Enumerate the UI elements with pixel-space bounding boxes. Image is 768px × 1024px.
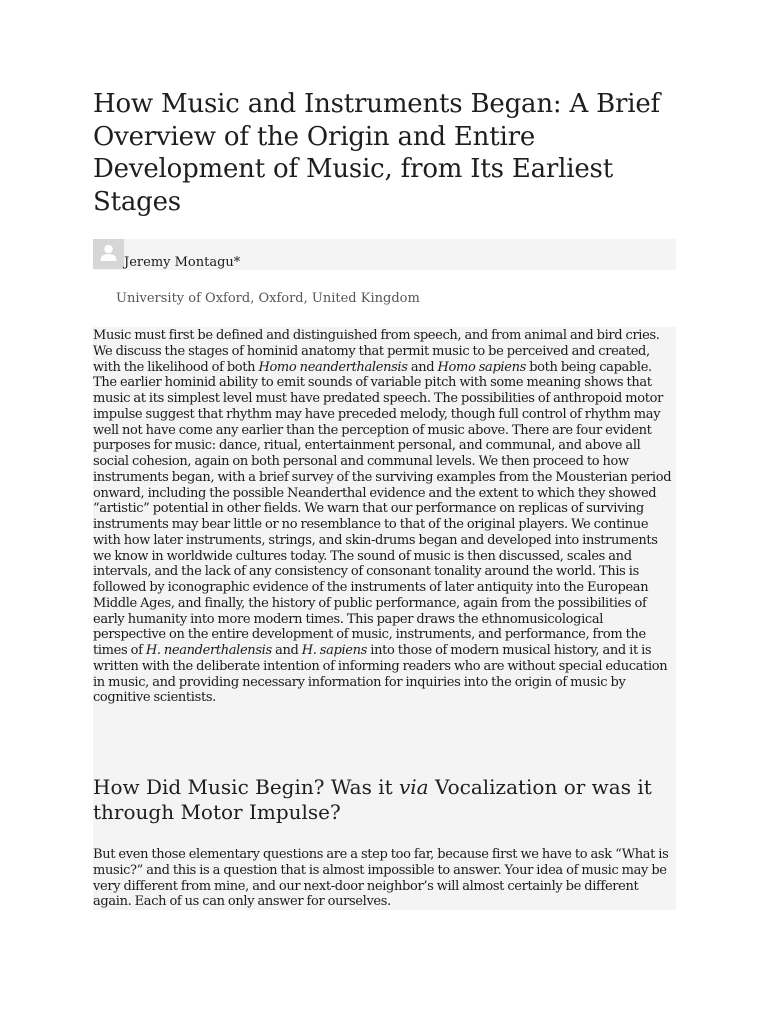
abstract-text: Music must first be defined and distinguished from speech, and from animal and bird cries. We discuss the stages of hominid anatomy that permit music to be perceived and created, with the likelihood of both Homo neanderthalensis and Homo sapiens both being capable. The earlier hominid ability to emit sounds of variable pitch with some meaning shows that music at its simplest level must have predated speech. The possibilities of anthropoid motor impulse suggest that rhythm may have preceded melody, though full control of rhythm may well not have come any earlier than the perception of music above. There are four evident purposes for music: dance, ritual, entertainment personal, and communal, and above all social cohesion, again on both personal and communal levels. We then proceed to how instruments began, with a brief survey of the surviving examples from the Mousterian period onward, including the possible Neanderthal evidence and the extent to which they showed “artistic” potential in other fields. We warn that our performance on replicas of surviving instruments may bear little or no resemblance to that of the original players. We continue with how later instruments, strings, and skin-drums began and developed into instruments we know in worldwide cultures today. The sound of music is then discussed, scales and intervals, and the lack of any consistency of consonant tonality around the world. This is followed by iconographic evidence of the instruments of later antiquity into the European Middle Ages, and finally, the history of public performance, again from the possibilities of early humanity into more modern times. This paper draws the ethnomusicological perspective on the entire development of music, instruments, and performance, from the times of H. neanderthalensis and H. sapiens into those of modern musical history, and it is written with the deliberate intention of informing readers who are without special education in music, and providing necessary information for inquiries into the origin of music by cognitive scientists. [93,328,672,706]
article-title: How Music and Instruments Began: A Brief Overview of the Origin and Entire Development of Music, from Its Earliest Stages [93,89,660,217]
section-heading: How Did Music Begin? Was it via Vocalization or was it through Motor Impulse? [93,775,652,824]
italic-term: Homo sapiens [437,359,526,375]
italic-term: Homo neanderthalensis [258,359,408,375]
author-bar [93,239,676,270]
italic-term: H. sapiens [301,643,367,658]
user-silhouette-icon [93,239,124,269]
author-affiliation: University of Oxford, Oxford, United Kingdom [116,291,420,306]
italic-term: via [398,775,429,799]
author-name[interactable]: Jeremy Montagu* [124,255,241,270]
section-paragraph: But even those elementary questions are a step too far, because first we have to ask “What is music?” and this is a question that is almost impossible to answer. Your idea of music may be very different from mine, and our next-door neighbor’s will almost certainly be different again. Each of us can only answer for ourselves. [93,847,669,910]
italic-term: H. neanderthalensis [145,643,272,658]
